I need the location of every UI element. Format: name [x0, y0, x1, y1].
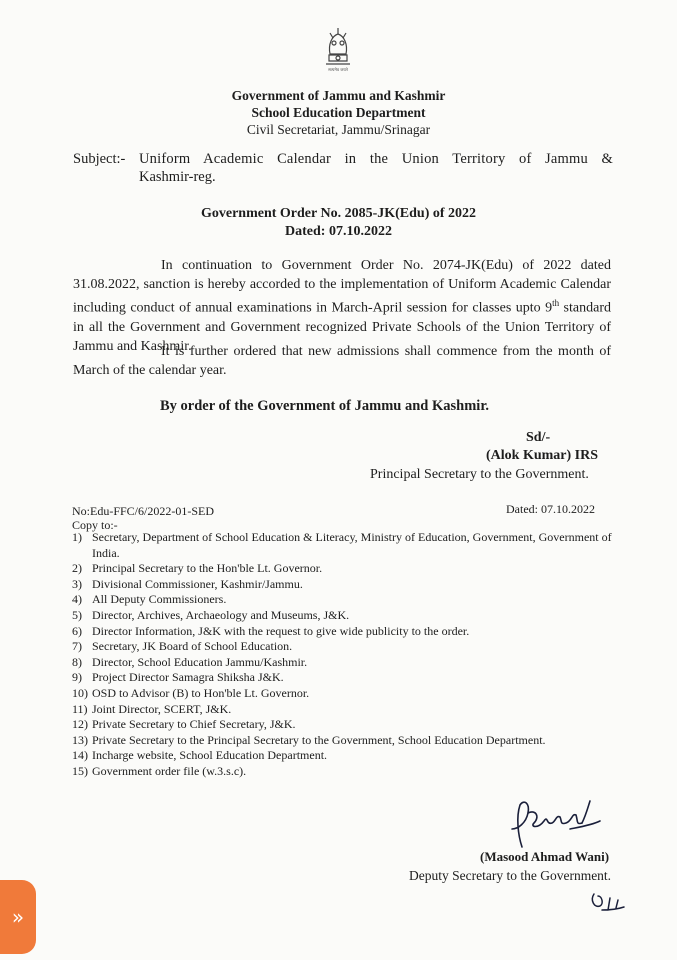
signature-icon [500, 795, 610, 855]
national-emblem-icon [318, 24, 358, 76]
reference-number: No:Edu-FFC/6/2022-01-SED [72, 504, 215, 518]
list-item: 9) Project Director Samagra Shiksha J&K. [72, 670, 284, 685]
subject-line-1: Uniform Academic Calendar in the Union Territory of Jammu & [139, 151, 613, 167]
by-order-line: By order of the Government of Jammu and Kashmir. [160, 398, 490, 414]
body-paragraph-2: It is further ordered that new admissions shall commence from the month of March of the calendar year. [73, 344, 611, 378]
list-item: 15) Government order file (w.3.s.c). [72, 763, 247, 778]
list-item: 5) Director, Archives, Archaeology and Museums, J&K. [72, 607, 350, 622]
expand-panel-button[interactable] [0, 880, 36, 954]
list-item: 13) Private Secretary to the Principal Secretary to the Government, School Education Department. [72, 732, 546, 747]
list-item: 12) Private Secretary to Chief Secretary, J&K. [72, 717, 296, 732]
svg-text:सत्यमेव जयते: सत्यमेव जयते [328, 67, 348, 72]
list-item: 2) Principal Secretary to the Hon'ble Lt. Governor. [72, 561, 323, 576]
list-item: 4) All Deputy Commissioners. [72, 592, 227, 607]
subject-label: Subject:- [73, 151, 126, 167]
body-paragraph-1: In continuation to Government Order No. 2074-JK(Edu) of 2022 dated 31.08.2022, sanction is hereby accorded to the implementation of Uniform Academic Calendar including conduct of annual examinations in March-April session for classes upto 9th standard in all the Government and Government recognized Private Schools of the Union Territory of Jammu and Kashmir. [73, 258, 611, 354]
header-government: Government of Jammu and Kashmir [231, 88, 446, 103]
signatory-name: (Alok Kumar) IRS [486, 448, 599, 463]
subject-line-2: Kashmir-reg. [139, 169, 216, 185]
signatory2-name: (Masood Ahmad Wani) [480, 849, 610, 864]
list-item: 3) Divisional Commissioner, Kashmir/Jammu. [72, 576, 303, 591]
copy-to-label: Copy to:- [72, 518, 118, 532]
list-item: 7) Secretary, JK Board of School Education. [72, 639, 293, 654]
copy-to-list [72, 530, 612, 780]
chevron-double-right-icon: » [11, 905, 25, 929]
header-address: Civil Secretariat, Jammu/Srinagar [246, 122, 431, 137]
signatory2-designation: Deputy Secretary to the Government. [409, 868, 612, 883]
copy-date: Dated: 07.10.2022 [506, 502, 595, 516]
list-item: 6) Director Information, J&K with the request to give wide publicity to the order. [72, 623, 470, 638]
order-date: Dated: 07.10.2022 [285, 224, 392, 239]
list-item: 8) Director, School Education Jammu/Kashmir. [72, 654, 308, 669]
order-number: Government Order No. 2085-JK(Edu) of 2022 [200, 206, 477, 221]
initials-icon [588, 888, 628, 916]
list-item: 10) OSD to Advisor (B) to Hon'ble Lt. Governor. [72, 685, 310, 700]
sd-mark: Sd/- [526, 430, 551, 445]
list-item: 1) Secretary, Department of School Education & Literacy, Ministry of Education, Government, Government of India. [72, 530, 612, 560]
signatory-designation: Principal Secretary to the Government. [370, 467, 589, 482]
list-item: 11) Joint Director, SCERT, J&K. [72, 701, 232, 716]
list-item: 14) Incharge website, School Education Department. [72, 748, 328, 763]
header-department: School Education Department [251, 105, 426, 120]
